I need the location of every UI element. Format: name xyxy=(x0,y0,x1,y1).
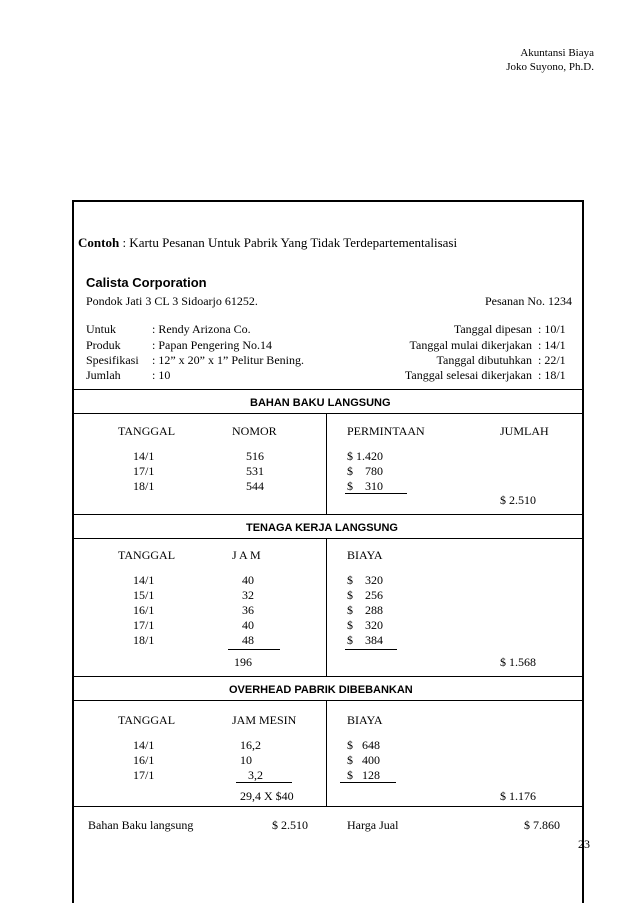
detail-value: : 22/1 xyxy=(538,353,566,367)
title-text: : Kartu Pesanan Untuk Pabrik Yang Tidak Terdepartementalisasi xyxy=(119,235,458,250)
detail-value: : 12” x 20” x 1” Pelitur Bening. xyxy=(152,353,304,367)
divider xyxy=(72,700,584,701)
overhead-header-machine-hours: JAM MESIN xyxy=(232,713,297,727)
table-cell: 14/1 xyxy=(133,449,155,463)
labor-title: TENAGA KERJA LANGSUNG xyxy=(246,522,398,534)
table-cell: $ 310 xyxy=(347,479,383,493)
divider xyxy=(72,676,584,677)
labor-hours-total: 196 xyxy=(234,655,252,669)
company-name: Calista Corporation xyxy=(86,275,207,290)
table-cell: 531 xyxy=(246,464,264,478)
detail-label: Untuk xyxy=(86,322,116,336)
table-cell: $ 400 xyxy=(347,753,380,767)
table-cell: $ 780 xyxy=(347,464,383,478)
subtotal-underline xyxy=(228,649,280,650)
table-cell: $ 320 xyxy=(347,618,383,632)
labor-total: $ 1.568 xyxy=(500,655,536,669)
detail-label: Tanggal dipesan xyxy=(453,322,532,336)
detail-label: Jumlah xyxy=(86,368,121,382)
detail-label: Tanggal dibutuhkan xyxy=(436,353,532,367)
subtotal-underline xyxy=(345,649,397,650)
materials-header-date: TANGGAL xyxy=(118,424,176,438)
table-cell: 40 xyxy=(242,573,254,587)
overhead-header-date: TANGGAL xyxy=(118,713,176,727)
table-cell: 3,2 xyxy=(248,768,263,782)
detail-value: : 10 xyxy=(152,368,171,382)
divider xyxy=(72,389,584,390)
labor-header-date: TANGGAL xyxy=(118,548,176,562)
overhead-header-cost: BIAYA xyxy=(347,713,383,727)
table-cell: $ 1.420 xyxy=(347,449,383,463)
labor-header-cost: BIAYA xyxy=(347,548,383,562)
materials-header-request: PERMINTAAN xyxy=(347,424,425,438)
detail-label: Spesifikasi xyxy=(86,353,139,367)
column-divider xyxy=(326,538,327,676)
order-number: Pesanan No. 1234 xyxy=(485,294,572,308)
table-cell: 16,2 xyxy=(240,738,261,752)
table-cell: 516 xyxy=(246,449,264,463)
table-cell: 17/1 xyxy=(133,464,155,478)
table-cell: $ 648 xyxy=(347,738,380,752)
subtotal-underline xyxy=(236,782,292,783)
materials-header-number: NOMOR xyxy=(232,424,277,438)
table-cell: 16/1 xyxy=(133,603,155,617)
detail-label: Produk xyxy=(86,338,121,352)
table-cell: $ 128 xyxy=(347,768,380,782)
divider xyxy=(72,538,584,539)
summary-materials-value: $ 2.510 xyxy=(272,818,308,832)
column-divider xyxy=(326,413,327,514)
table-cell: 18/1 xyxy=(133,479,155,493)
table-cell: 10 xyxy=(240,753,252,767)
materials-title: BAHAN BAKU LANGSUNG xyxy=(250,397,391,409)
table-cell: 14/1 xyxy=(133,738,155,752)
table-cell: 48 xyxy=(242,633,254,647)
subtotal-underline xyxy=(345,493,407,494)
table-cell: 18/1 xyxy=(133,633,155,647)
detail-value: : 18/1 xyxy=(538,368,566,382)
divider xyxy=(72,806,584,807)
summary-price-value: $ 7.860 xyxy=(524,818,560,832)
summary-materials-label: Bahan Baku langsung xyxy=(88,818,194,832)
overhead-total: $ 1.176 xyxy=(500,789,536,803)
table-cell: $ 384 xyxy=(347,633,383,647)
summary-price-label: Harga Jual xyxy=(347,818,399,832)
detail-value: : 14/1 xyxy=(538,338,566,352)
header-course-title: Akuntansi Biaya xyxy=(520,47,594,59)
page-number: 23 xyxy=(578,837,590,851)
table-cell: 15/1 xyxy=(133,588,155,602)
divider xyxy=(72,413,584,414)
detail-label: Tanggal mulai dikerjakan xyxy=(409,338,532,352)
table-cell: 14/1 xyxy=(133,573,155,587)
labor-header-hours: J A M xyxy=(232,548,261,562)
table-cell: $ 256 xyxy=(347,588,383,602)
column-divider xyxy=(326,700,327,806)
table-cell: $ 288 xyxy=(347,603,383,617)
overhead-title: OVERHEAD PABRIK DIBEBANKAN xyxy=(229,684,413,696)
card-title xyxy=(78,235,457,251)
table-cell: 32 xyxy=(242,588,254,602)
table-cell: 16/1 xyxy=(133,753,155,767)
title-label: Contoh xyxy=(78,235,120,250)
table-cell: 17/1 xyxy=(133,768,155,782)
header-author: Joko Suyono, Ph.D. xyxy=(506,61,594,73)
materials-total: $ 2.510 xyxy=(500,493,536,507)
table-cell: $ 320 xyxy=(347,573,383,587)
divider xyxy=(72,514,584,515)
subtotal-underline xyxy=(340,782,396,783)
materials-header-amount: JUMLAH xyxy=(500,424,549,438)
table-cell: 17/1 xyxy=(133,618,155,632)
table-cell: 40 xyxy=(242,618,254,632)
table-cell: 544 xyxy=(246,479,264,493)
detail-value: : 10/1 xyxy=(538,322,566,336)
company-address: Pondok Jati 3 CL 3 Sidoarjo 61252. xyxy=(86,294,258,308)
table-cell: 36 xyxy=(242,603,254,617)
overhead-hours-total: 29,4 X $40 xyxy=(240,789,294,803)
detail-value: : Rendy Arizona Co. xyxy=(152,322,251,336)
detail-label: Tanggal selesai dikerjakan xyxy=(404,368,532,382)
detail-value: : Papan Pengering No.14 xyxy=(152,338,272,352)
